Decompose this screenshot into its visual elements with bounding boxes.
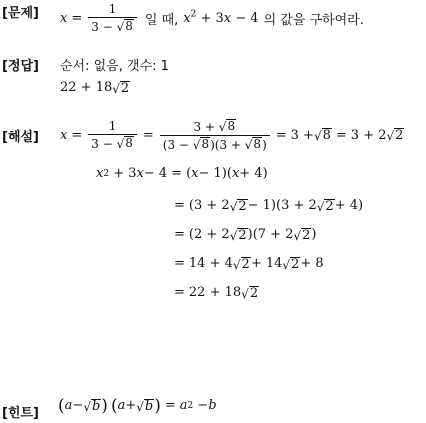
solution-expand-5: = 22 + 18 √ 2 [174, 285, 259, 301]
answer-value: 22 + 18 √ 2 [60, 80, 130, 96]
solution-expand-3: = (2 + 2 √ 2 )(7 + 2 √ 2 ) [174, 227, 317, 243]
problem-tail: 의 값을 구하여라. [263, 12, 364, 28]
answer-line1: 순서: 없음, 갯수: 1 [60, 59, 169, 74]
problem-statement: x = 1 3 − √ 8 일 때, $x^2 + 3x - 4$ 의 값을 구하여라. [60, 2, 364, 34]
problem-fraction: 1 3 − √ 8 [88, 2, 137, 34]
solution-tag: [해설] [2, 130, 39, 145]
hint-tag: [힌트] [2, 406, 39, 421]
problem-particle: 일 때, [144, 12, 179, 28]
hint-formula: ( a − √ b ) ( a + √ b ) = a 2 − b [58, 395, 217, 416]
problem-tag: [문제] [2, 6, 39, 21]
solution-step1: x = 1 3 − √ 8 = 3 + √ 8 (3 − √ 8 )(3 + √ 8 ) = 3 + √ 8 = 3 + 2 √ 2 [60, 118, 404, 152]
solution-expand-4: = 14 + 4 √ 2 + 14 √ 2 + 8 [174, 256, 324, 272]
answer-tag: [정답] [2, 59, 39, 74]
solution-expand-1: x 2 + 3 x − 4 = ( x − 1)( x + 4) [96, 166, 268, 181]
solution-expand-2: = (3 + 2 √ 2 − 1)(3 + 2 √ 2 + 4) [174, 198, 364, 214]
